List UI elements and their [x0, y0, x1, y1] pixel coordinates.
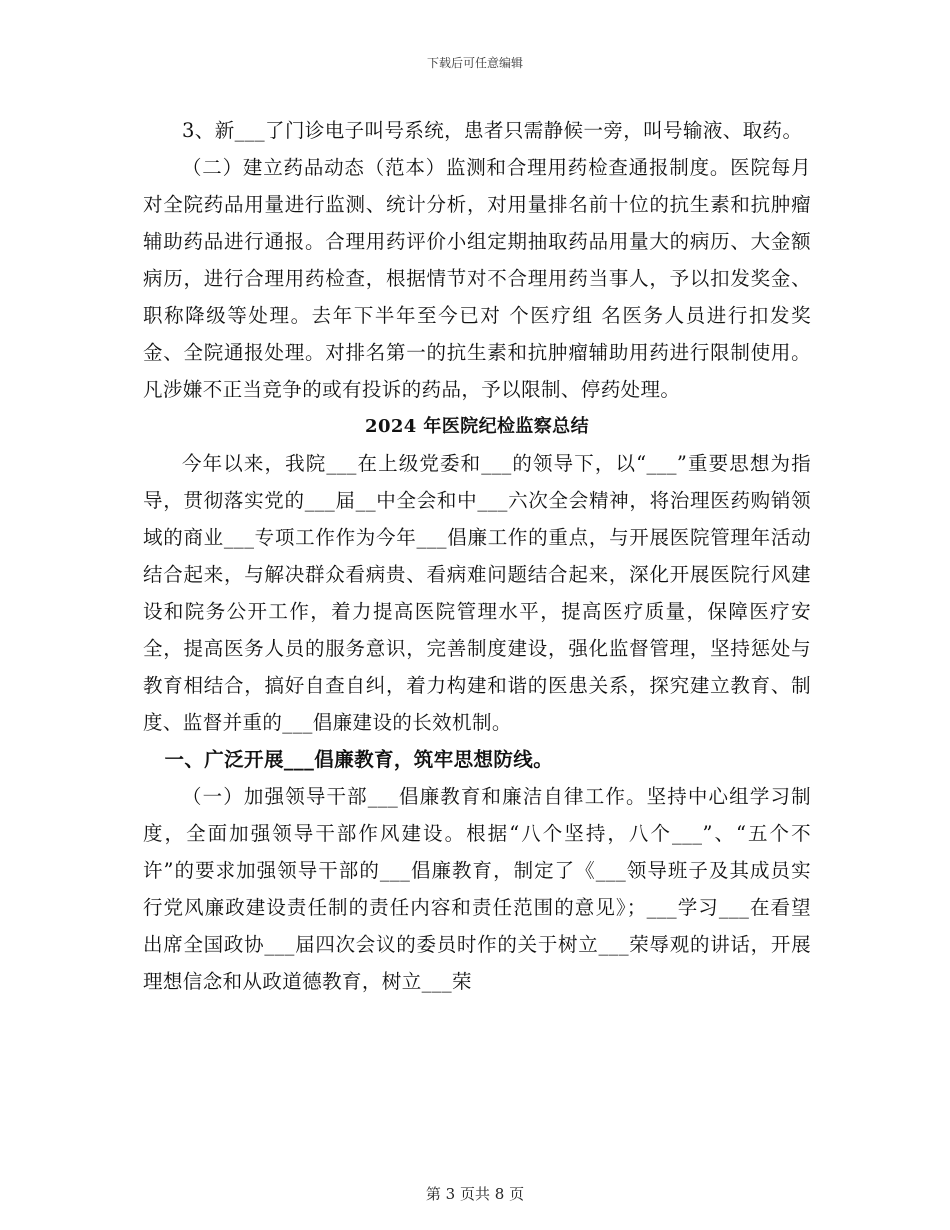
section-heading-1: 一、广泛开展___倡廉教育，筑牢思想防线。 [164, 748, 554, 771]
paragraph-leadership-education: （一）加强领导干部___倡廉教育和廉洁自律工作。坚持中心组学习制度，全面加强领导干部作风建设。根据“八个坚持，八个___”、“五个不许”的要求加强领导干部的___倡廉教育，制定了《___领导班子及其成员实行党风廉政建设责任制的责任内容和责任范围的意见》；___学习___在看望出席全国政协___届四次会议的委员时作的关于树立___荣辱观的讲话，开展理想信念和从政道德教育，树立___荣 [143, 785, 811, 993]
page-header: 下载后可任意编辑 [426, 56, 523, 70]
paragraph-summary-intro: 今年以来，我院___在上级党委和___的领导下，以“___”重要思想为指导，贯彻落实党的___届__中全会和中___六次全会精神，将治理医药购销领域的商业___专项工作作为今年___倡廉工作的重点，与开展医院管理年活动结合起来，与解决群众看病贵、看病难问题结合起来，深化开展医院行风建设和院务公开工作，着力提高医院管理水平，提高医疗质量，保障医疗安全，提高医务人员的服务意识，完善制度建设，强化监督管理，坚持惩处与教育相结合，搞好自查自纠，着力构建和谐的医患关系，探究建立教育、制度、监督并重的___倡廉建设的长效机制。 [143, 452, 811, 734]
document-body [143, 112, 811, 1000]
paragraph-electronic-queue: 3、新___了门诊电子叫号系统，患者只需静候一旁，叫号输液、取药。 [182, 119, 803, 142]
paragraph-drug-monitoring: （二）建立药品动态（范本）监测和合理用药检查通报制度。医院每月对全院药品用量进行监测、统计分析，对用量排名前十位的抗生素和抗肿瘤辅助药品进行通报。合理用药评价小组定期抽取药品用量大的病历、大金额病历，进行合理用药检查，根据情节对不合理用药当事人，予以扣发奖金、职称降级等处理。去年下半年至今已对 个医疗组 名医务人员进行扣发奖金、全院通报处理。对排名第一的抗生素和抗肿瘤辅助用药进行限制使用。凡涉嫌不正当竞争的或有投诉的药品，予以限制、停药处理。 [143, 156, 811, 401]
document-title: 2024 年医院纪检监察总结 [365, 416, 589, 437]
page-footer: 第 3 页共 8 页 [425, 1185, 525, 1203]
